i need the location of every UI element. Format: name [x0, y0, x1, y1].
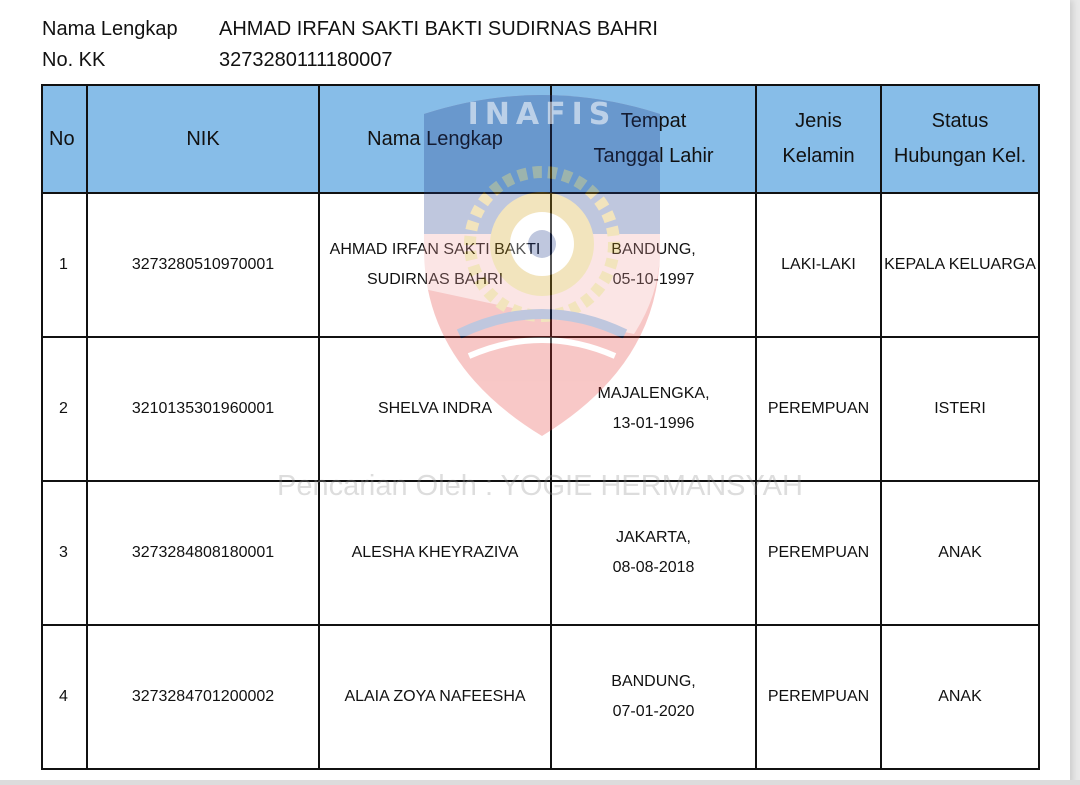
column-header-jenis-kelamin: [756, 85, 881, 193]
nama-line-2: SUDIRNAS BAHRI: [366, 271, 504, 288]
no-kk-label: No. KK: [42, 49, 106, 71]
cell-no: 1: [42, 193, 87, 337]
nama-line-1: AHMAD IRFAN SAKTI BAKTI: [329, 241, 541, 258]
column-header-no: No: [42, 85, 87, 193]
cell-nama: [319, 625, 551, 769]
nama-lengkap-value: AHMAD IRFAN SAKTI BAKTI SUDIRNAS BAHRI: [219, 18, 658, 40]
family-members-table: [41, 84, 1040, 770]
table-row: [42, 193, 1039, 337]
tempat-lahir: MAJALENGKA,: [597, 385, 710, 402]
header-tempat: Tempat: [620, 110, 687, 132]
cell-tempat-tanggal-lahir: [551, 625, 756, 769]
search-watermark-text: Pencarian Oleh : YOGIE HERMANSYAH: [277, 470, 803, 502]
cell-jenis-kelamin: PEREMPUAN: [756, 337, 881, 481]
column-header-nik: NIK: [87, 85, 319, 193]
cell-no: 4: [42, 625, 87, 769]
table-header-row: [42, 85, 1039, 193]
cell-status-hubungan: ISTERI: [881, 337, 1039, 481]
cell-nama: [319, 337, 551, 481]
column-header-tempat-tanggal-lahir: [551, 85, 756, 193]
cell-no: 2: [42, 337, 87, 481]
cell-nik: 3273280510970001: [87, 193, 319, 337]
tempat-lahir: JAKARTA,: [616, 529, 691, 546]
table-row: [42, 337, 1039, 481]
cell-status-hubungan: ANAK: [881, 481, 1039, 625]
nama-lengkap-label: Nama Lengkap: [42, 18, 178, 40]
header-hubungan-kel: Hubungan Kel.: [893, 145, 1027, 167]
header-jenis: Jenis: [795, 110, 842, 132]
cell-nama: [319, 481, 551, 625]
tanggal-lahir: 05-10-1997: [612, 271, 695, 288]
cell-nik: 3210135301960001: [87, 337, 319, 481]
info-row-kk: [42, 45, 658, 76]
cell-jenis-kelamin: LAKI-LAKI: [756, 193, 881, 337]
header-status: Status: [931, 110, 989, 132]
tanggal-lahir: 07-01-2020: [612, 703, 695, 720]
kk-info-header: [42, 14, 658, 76]
cell-nama: [319, 193, 551, 337]
tanggal-lahir: 08-08-2018: [612, 559, 695, 576]
no-kk-value: 3273280111180007: [219, 49, 393, 71]
cell-tempat-tanggal-lahir: [551, 481, 756, 625]
cell-tempat-tanggal-lahir: [551, 193, 756, 337]
tempat-lahir: BANDUNG,: [611, 241, 696, 258]
nama-line-1: SHELVA INDRA: [377, 400, 493, 417]
tempat-lahir: BANDUNG,: [611, 673, 696, 690]
header-kelamin: Kelamin: [782, 145, 855, 167]
cell-status-hubungan: KEPALA KELUARGA: [881, 193, 1039, 337]
tanggal-lahir: 13-01-1996: [612, 415, 695, 432]
cell-status-hubungan: ANAK: [881, 625, 1039, 769]
cell-tempat-tanggal-lahir: [551, 337, 756, 481]
info-row-nama: [42, 14, 658, 45]
table-row: [42, 481, 1039, 625]
table-row: [42, 625, 1039, 769]
nama-line-1: ALAIA ZOYA NAFEESHA: [344, 688, 526, 705]
cell-jenis-kelamin: PEREMPUAN: [756, 481, 881, 625]
inafis-logo-text: INAFIS: [467, 97, 617, 132]
column-header-nama: Nama Lengkap: [319, 85, 551, 193]
cell-nik: 3273284701200002: [87, 625, 319, 769]
column-header-status-hubungan: [881, 85, 1039, 193]
cell-nik: 3273284808180001: [87, 481, 319, 625]
cell-jenis-kelamin: PEREMPUAN: [756, 625, 881, 769]
nama-line-1: ALESHA KHEYRAZIVA: [351, 544, 519, 561]
cell-no: 3: [42, 481, 87, 625]
header-tanggal-lahir: Tanggal Lahir: [593, 145, 714, 167]
bottom-edge: [0, 780, 1080, 785]
